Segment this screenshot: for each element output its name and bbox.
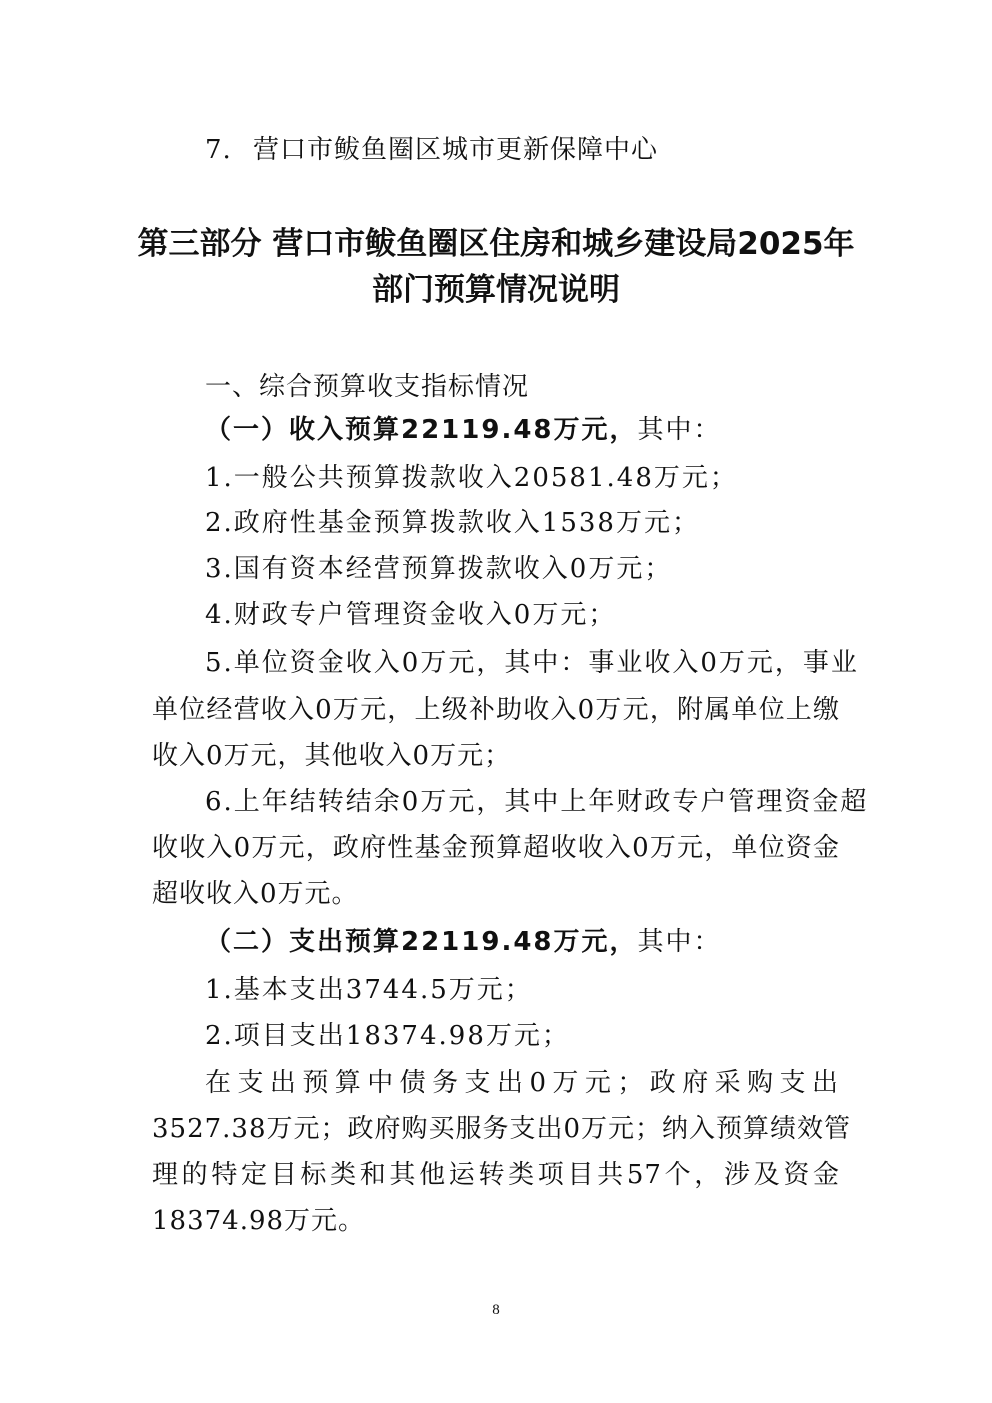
expense-note-line3: 理的特定目标类和其他运转类项目共57个，涉及资金	[152, 1160, 840, 1190]
list-item-text: 营口市鲅鱼圈区城市更新保障中心	[253, 135, 659, 165]
expense-item-1: 1.基本支出3744.5万元；	[205, 975, 533, 1005]
expense-note-line1: 在支出预算中债务支出0万元；政府采购支出	[205, 1068, 840, 1098]
income-item-6-line1: 6.上年结转结余0万元，其中上年财政专户管理资金超	[205, 787, 869, 817]
expense-note-line2: 3527.38万元；政府购买服务支出0万元；纳入预算绩效管	[152, 1114, 852, 1144]
expense-item-2: 2.项目支出18374.98万元；	[205, 1021, 570, 1051]
expense-heading-rest: 其中：	[637, 927, 722, 957]
page-title-line1: 第三部分 营口市鲅鱼圈区住房和城乡建设局2025年	[137, 226, 855, 262]
income-item-6-line3: 超收收入0万元。	[152, 879, 359, 909]
income-item-5-line3: 收入0万元，其他收入0万元；	[152, 741, 512, 771]
expense-note-line4: 18374.98万元。	[152, 1206, 366, 1236]
section-heading: 一、综合预算收支指标情况	[205, 372, 530, 402]
list-item-7	[205, 130, 658, 170]
list-item-number: 7.	[205, 135, 232, 165]
expense-heading-bold: （二）支出预算22119.48万元，	[205, 927, 638, 957]
income-item-1: 1.一般公共预算拨款收入20581.48万元；	[205, 463, 738, 493]
income-item-5-line2: 单位经营收入0万元，上级补助收入0万元，附属单位上缴	[152, 695, 840, 725]
income-heading	[205, 410, 722, 450]
income-item-4: 4.财政专户管理资金收入0万元；	[205, 600, 617, 630]
income-item-5-line1: 5.单位资金收入0万元，其中：事业收入0万元，事业	[205, 648, 859, 678]
page-title-line2: 部门预算情况说明	[372, 272, 620, 308]
expense-heading	[205, 922, 722, 962]
income-item-6-line2: 收收入0万元，政府性基金预算超收收入0万元，单位资金	[152, 833, 840, 863]
page-number: 8	[492, 1302, 500, 1318]
income-item-2: 2.政府性基金预算拨款收入1538万元；	[205, 508, 700, 538]
income-heading-bold: （一）收入预算22119.48万元，	[205, 415, 638, 445]
income-heading-rest: 其中：	[637, 415, 722, 445]
income-item-3: 3.国有资本经营预算拨款收入0万元；	[205, 554, 673, 584]
